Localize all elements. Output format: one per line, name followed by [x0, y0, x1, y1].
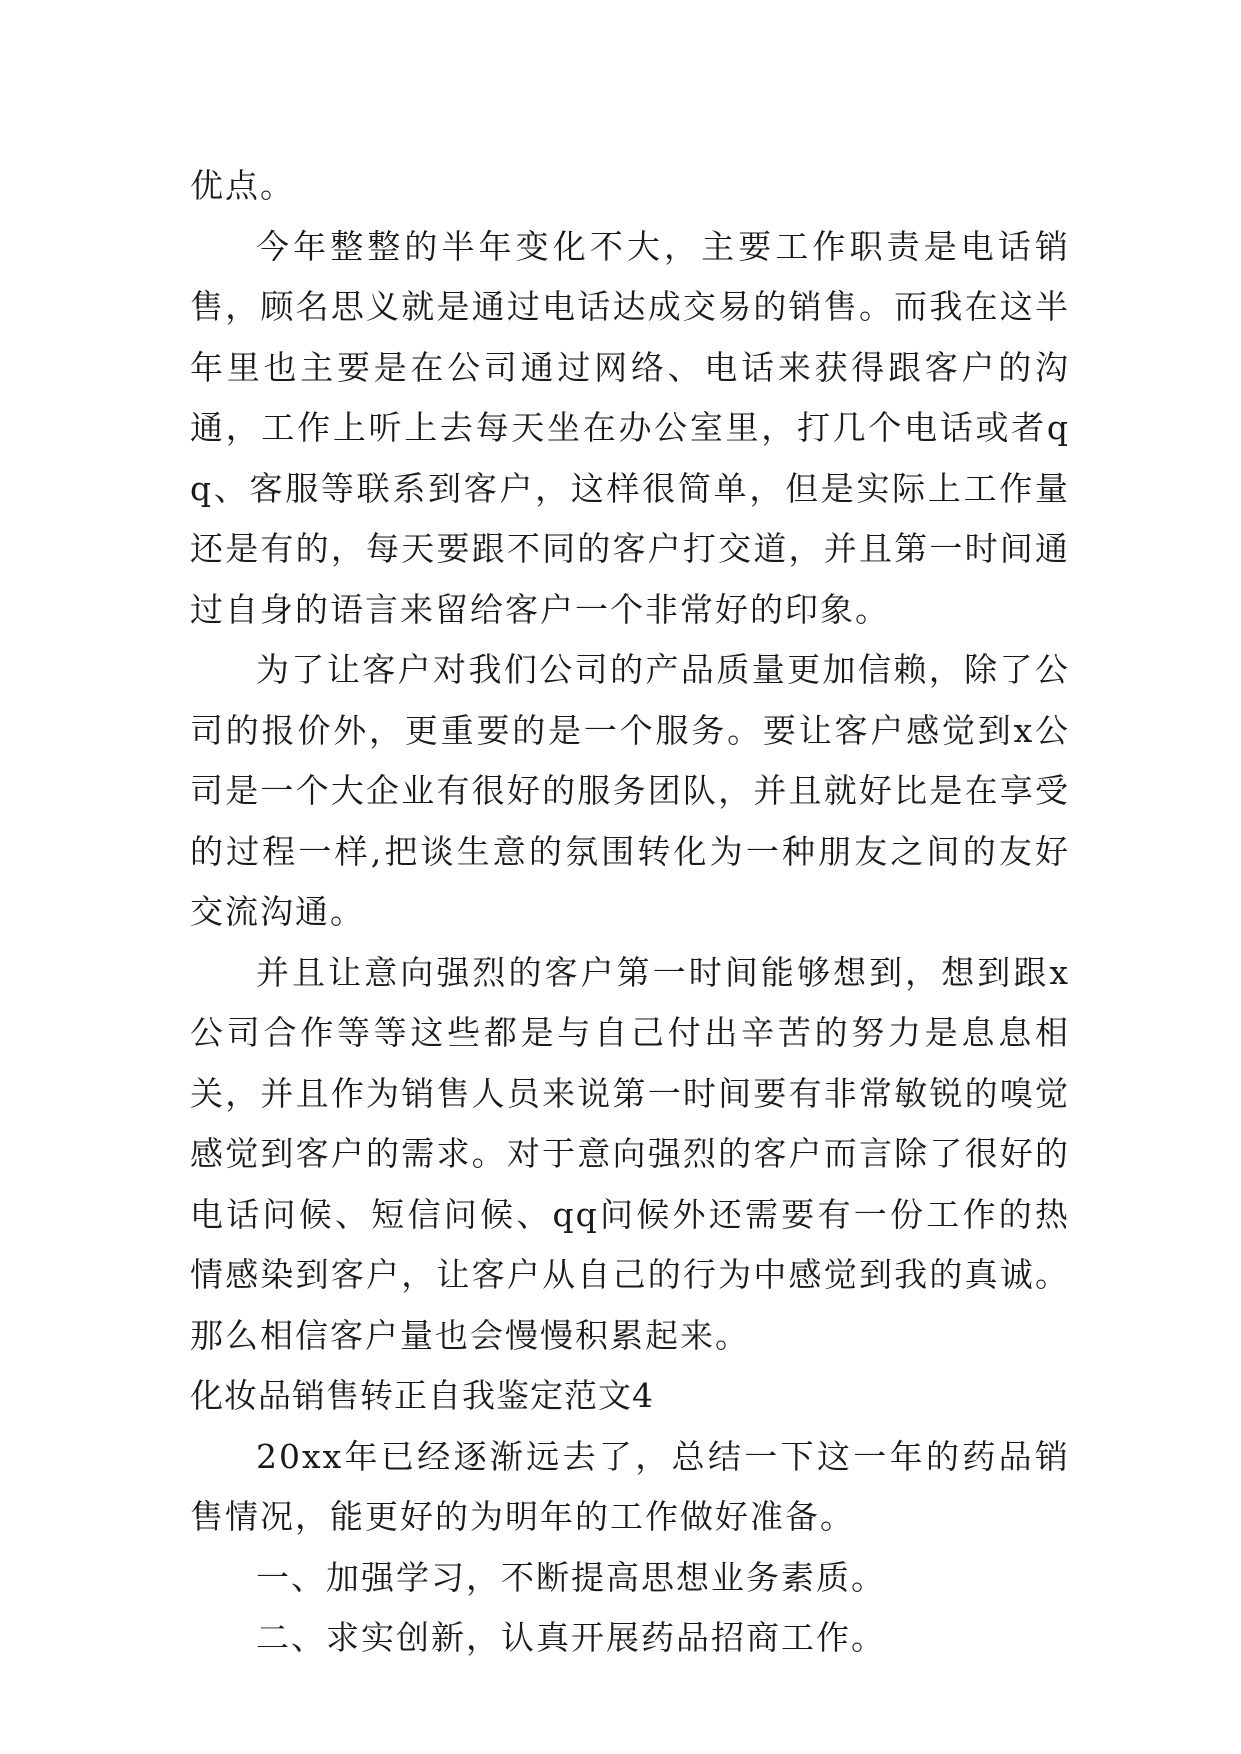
paragraph-phone-sales-duties: 今年整整的半年变化不大，主要工作职责是电话销售，顾名思义就是通过电话达成交易的销售。而我在这半年里也主要是在公司通过网络、电话来获得跟客户的沟通，工作上听上去每天坐在办公室里，打几个电话或者qq、客服等联系到客户，这样很简单，但是实际上工作量还是有的，每天要跟不同的客户打交道，并且第一时间通过自身的语言来留给客户一个非常好的印象。	[190, 226, 1070, 629]
document-body	[190, 156, 1070, 1669]
paragraph-point-one: 一、加强学习，不断提高思想业务素质。	[256, 1557, 886, 1597]
paragraph-year-summary: 20xx年已经逐渐远去了，总结一下这一年的药品销售情况，能更好的为明年的工作做好准备。	[190, 1436, 1070, 1536]
paragraph-point-two: 二、求实创新，认真开展药品招商工作。	[256, 1618, 886, 1657]
paragraph-service-trust: 为了让客户对我们公司的产品质量更加信赖，除了公司的报价外，更重要的是一个服务。要让客户感觉到x公司是一个大企业有很好的服务团队，并且就好比是在享受的过程一样,把谈生意的氛围转化为一种朋友之间的友好交流沟通。	[190, 650, 1070, 931]
paragraph-customer-intent: 并且让意向强烈的客户第一时间能够想到，想到跟x公司合作等等这些都是与自己付出辛苦的努力是息息相关，并且作为销售人员来说第一时间要有非常敏锐的嗅觉感觉到客户的需求。对于意向强烈的客户而言除了很好的电话问候、短信问候、qq问候外还需要有一份工作的热情感染到客户，让客户从自己的行为中感觉到我的真诚。那么相信客户量也会慢慢积累起来。	[190, 952, 1070, 1355]
section-heading: 化妆品销售转正自我鉴定范文4	[190, 1376, 654, 1415]
paragraph-continuation: 优点。	[190, 166, 295, 205]
